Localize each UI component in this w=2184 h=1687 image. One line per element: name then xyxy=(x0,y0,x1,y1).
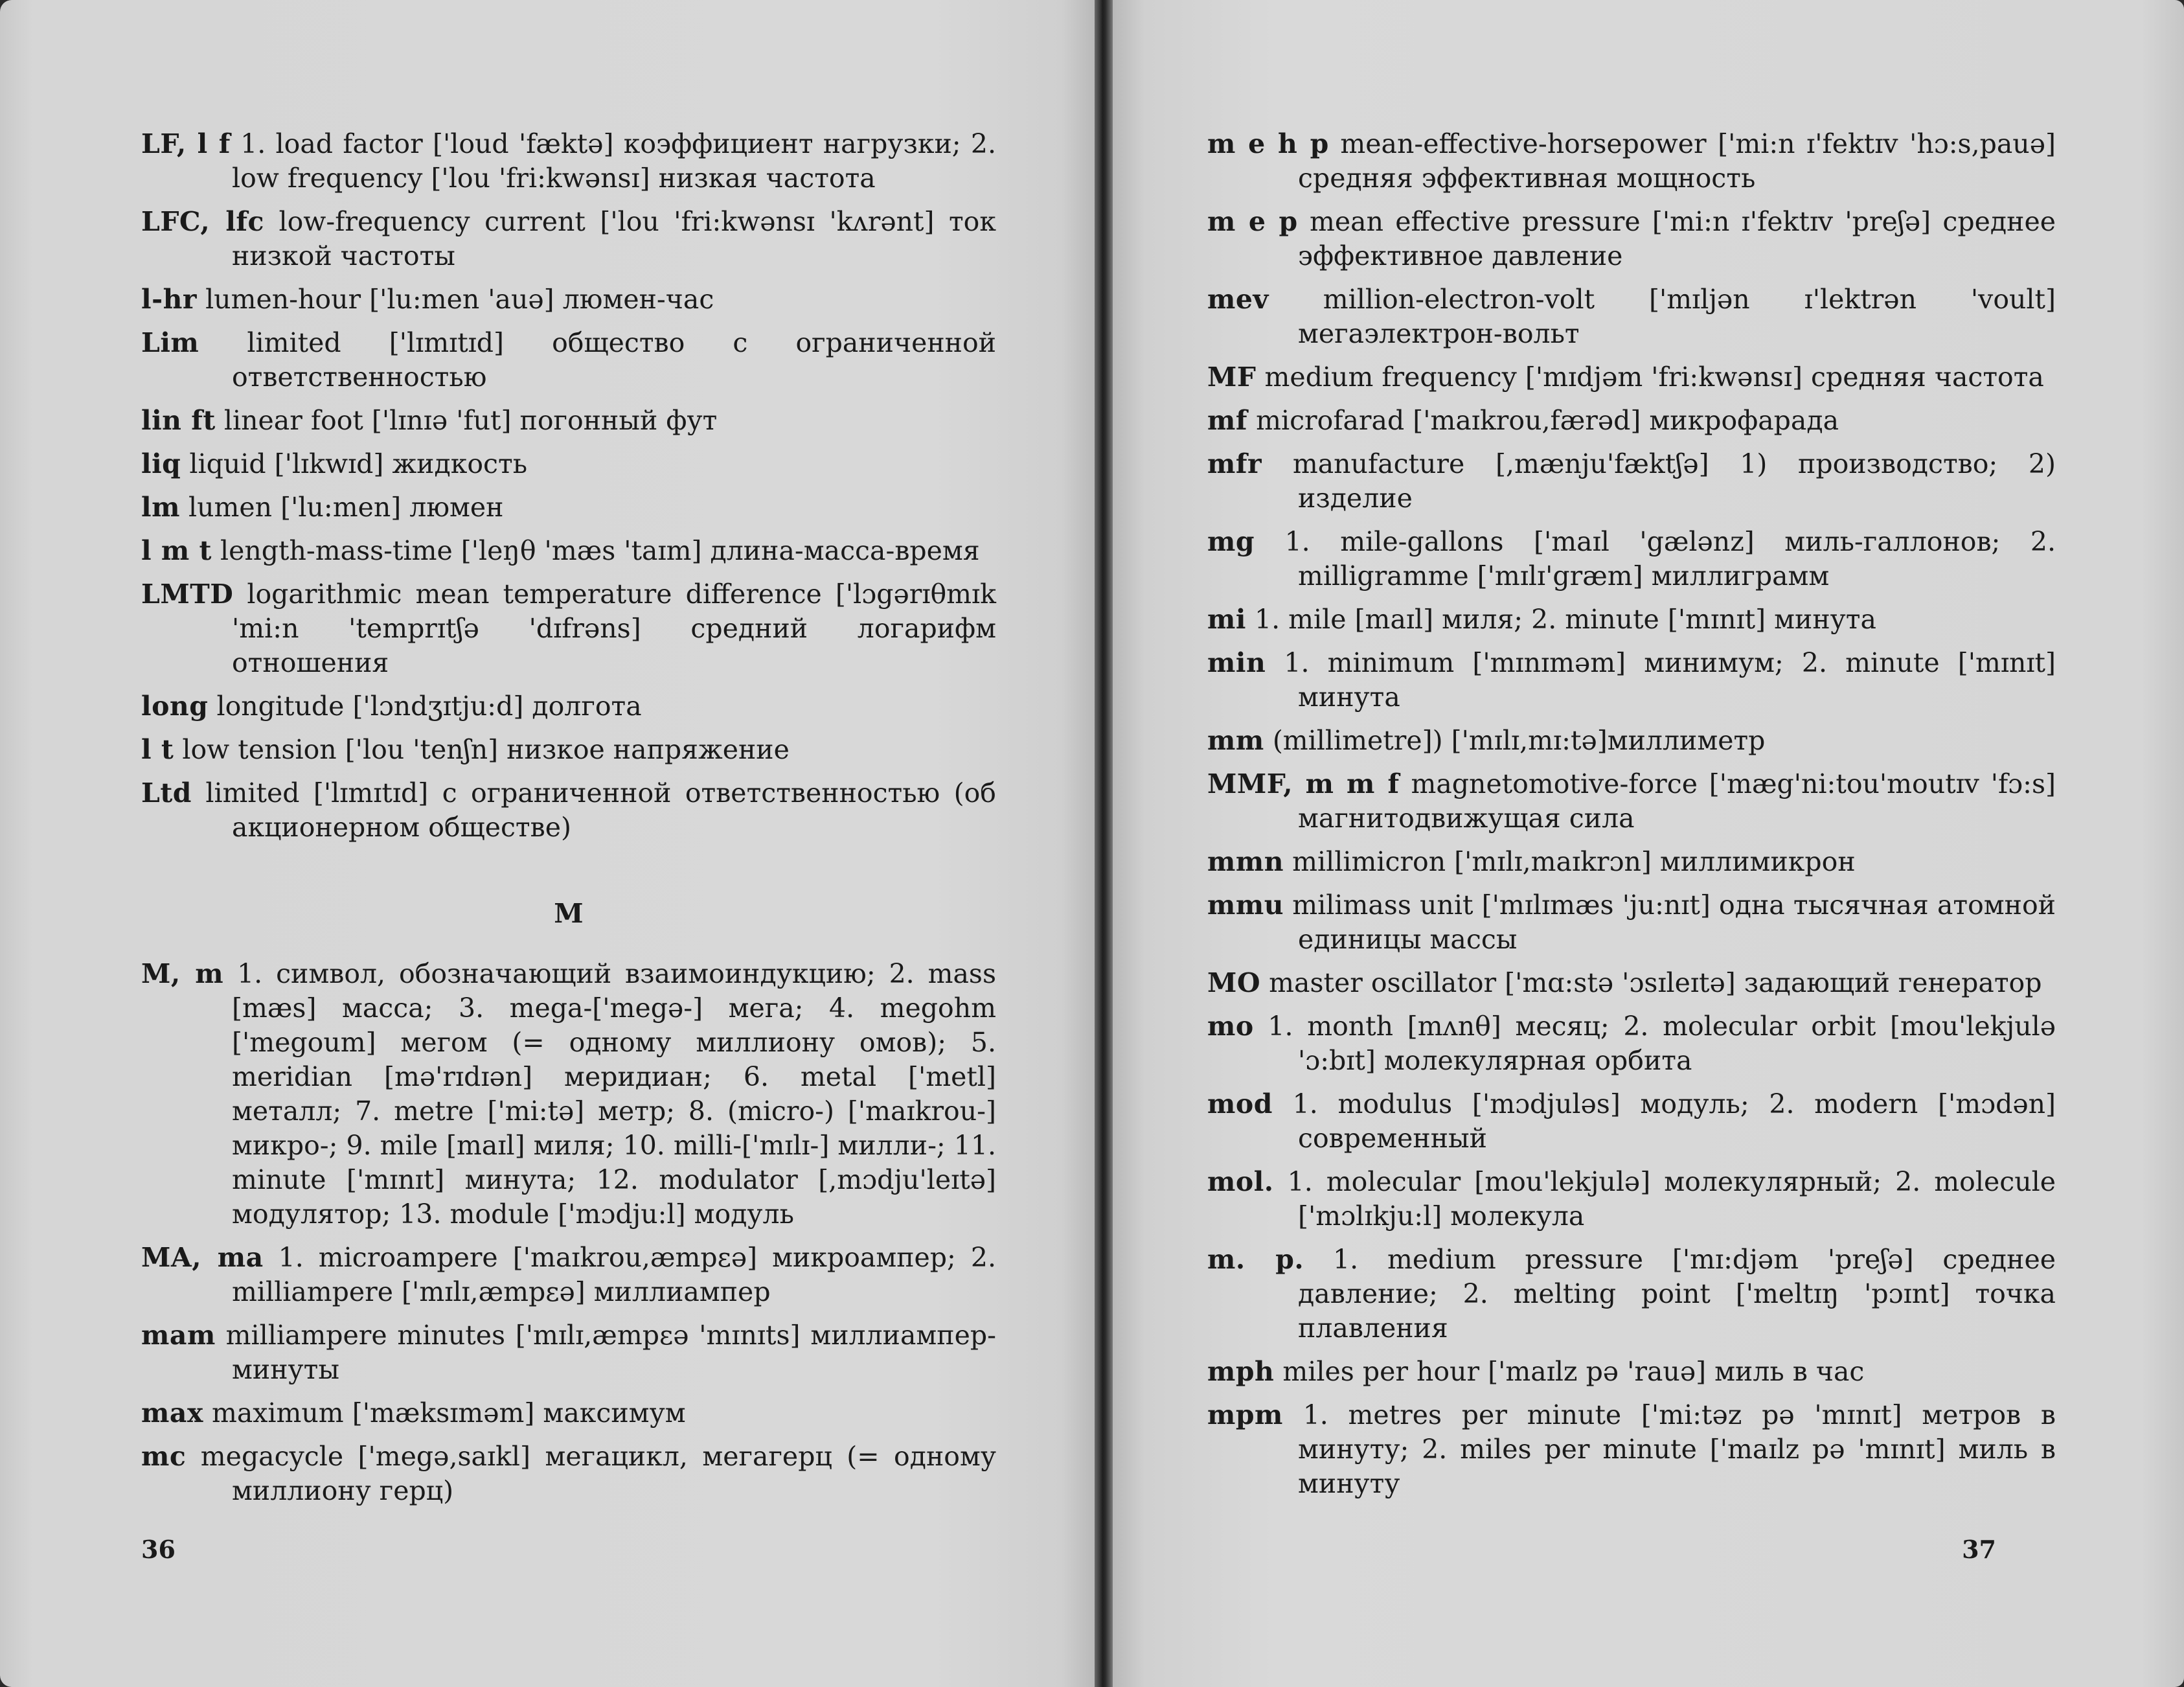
dictionary-entry xyxy=(1207,1165,2056,1234)
entry-term: mol. xyxy=(1207,1166,1274,1197)
entry-term: M, m xyxy=(141,958,224,989)
entry-definition: low tension ['lou 'tenʃn] низкое напряжение xyxy=(182,734,790,765)
right-page-column xyxy=(1207,127,2056,1510)
dictionary-entry xyxy=(1207,767,2056,836)
entry-definition: lumen ['lu:men] люмен xyxy=(188,492,504,523)
dictionary-entry xyxy=(1207,525,2056,593)
entry-term: m. p. xyxy=(1207,1244,1304,1275)
entry-term: mpm xyxy=(1207,1399,1283,1430)
book-spine xyxy=(1095,0,1113,1687)
entry-definition: 1. mile [maɪl] миля; 2. minute ['mɪnɪt] минута xyxy=(1255,604,1876,635)
entry-definition: longitude ['lɔndʒɪtju:d] долгота xyxy=(216,691,642,722)
dictionary-entry xyxy=(1207,447,2056,516)
entry-definition: 1. molecular [mou'lekjulə] молекулярный; 2. molecule ['mɔlɪkju:l] молекула xyxy=(1287,1166,2056,1232)
entry-term: mod xyxy=(1207,1088,1273,1119)
dictionary-entry xyxy=(1207,1243,2056,1346)
left-page-column xyxy=(141,127,996,1517)
entry-term: mmu xyxy=(1207,889,1284,921)
page-number: 36 xyxy=(141,1535,176,1564)
dictionary-entry xyxy=(141,1396,996,1430)
dictionary-entry xyxy=(1207,646,2056,715)
entry-term: min xyxy=(1207,647,1266,678)
dictionary-entry xyxy=(141,957,996,1232)
entry-definition: limited ['lɪmɪtɪd] общество с ограниченной ответственностью xyxy=(232,327,996,393)
entry-term: l m t xyxy=(141,535,212,566)
entry-term: m e p xyxy=(1207,206,1298,237)
dictionary-entry xyxy=(141,326,996,395)
dictionary-entry xyxy=(141,1440,996,1508)
entry-definition: millimicron ['mɪlɪ,maɪkrɔn] миллимикрон xyxy=(1292,846,1856,877)
entry-definition: 1. medium pressure ['mɪ:djəm 'preʃə] среднее давление; 2. melting point ['meltɪŋ 'pɔɪnt] точка плавления xyxy=(1298,1244,2056,1344)
entry-definition: miles per hour ['maɪlz pə 'rauə] миль в час xyxy=(1282,1356,1865,1387)
entry-term: lm xyxy=(141,492,180,523)
entry-definition: limited ['lɪmɪtɪd] с ограниченной ответственностью (об акционерном обществе) xyxy=(205,777,996,843)
dictionary-entry xyxy=(1207,404,2056,438)
dictionary-entry xyxy=(141,447,996,481)
entry-definition: 1. month [mʌnθ] месяц; 2. molecular orbit [mou'lekjulə 'ɔ:bɪt] молекулярная орбита xyxy=(1268,1011,2056,1076)
entry-definition: 1. microampere ['maɪkrou,æmpɛə] микроампер; 2. milliampere ['mɪlɪ,æmpɛə] миллиампер xyxy=(232,1242,996,1307)
dictionary-entry xyxy=(1207,888,2056,957)
entry-term: l t xyxy=(141,734,174,765)
entry-definition: megacycle ['megə,saɪkl] мегацикл, мегагерц (= одному миллиону герц) xyxy=(200,1441,996,1506)
entry-definition: mean-effective-horsepower ['mi:n ɪ'fektɪv 'hɔ:s,pauə] средняя эффективная мощность xyxy=(1298,128,2056,194)
entry-term: mph xyxy=(1207,1356,1275,1387)
dictionary-entry xyxy=(1207,1087,2056,1156)
dictionary-entry xyxy=(141,490,996,525)
entry-term: LF, l f xyxy=(141,128,231,159)
right-page xyxy=(1113,0,2184,1687)
entry-term: lin ft xyxy=(141,405,216,436)
entry-definition: manufacture [,mænju'fæktʃə] 1) производство; 2) изделие xyxy=(1292,448,2056,514)
dictionary-entry xyxy=(141,205,996,273)
entry-term: Ltd xyxy=(141,777,192,809)
dictionary-entry xyxy=(141,577,996,680)
dictionary-entry xyxy=(1207,282,2056,351)
entry-term: MO xyxy=(1207,967,1261,998)
entry-term: LMTD xyxy=(141,579,234,610)
entry-term: liq xyxy=(141,448,181,479)
entry-definition: 1. символ, обозначающий взаимоиндукцию; 2. mass [mæs] масса; 3. mega-['megə-] мега; 4. megohm ['megoum] мегом (= одному миллиону омов); 5. meridian [mə'rɪdɪən] меридиан; 6. metal ['metl] металл; 7. metre ['mi:tə] метр; 8. (micro-) ['maɪkrou-] микро-; 9. mile [maɪl] миля; 10. milli-['mɪlɪ-] милли-; 11. minute ['mɪnɪt] минута; 12. modulator [,mɔdju'leɪtə] модулятор; 13. module ['mɔdju:l] модуль xyxy=(232,958,996,1230)
entry-definition: medium frequency ['mɪdjəm 'fri:kwənsɪ] средняя частота xyxy=(1264,362,2044,393)
dictionary-entry xyxy=(1207,360,2056,395)
entry-definition: (millimetre]) ['mɪlɪ,mɪ:tə]миллиметр xyxy=(1272,725,1766,756)
entry-definition: logarithmic mean temperature difference ['lɔgərɪθmɪk 'mi:n 'temprɪtʃə 'dɪfrəns] средний логарифм отношения xyxy=(232,579,996,678)
dictionary-entry xyxy=(1207,205,2056,273)
dictionary-entry xyxy=(141,689,996,724)
dictionary-entry xyxy=(1207,127,2056,196)
entry-term: Lim xyxy=(141,327,199,358)
dictionary-entry xyxy=(141,1241,996,1309)
entry-term: mmn xyxy=(1207,846,1284,877)
entry-term: max xyxy=(141,1397,203,1429)
entry-term: MA, ma xyxy=(141,1242,264,1273)
dictionary-entry xyxy=(141,127,996,196)
dictionary-entry xyxy=(1207,1398,2056,1501)
entry-term: mfr xyxy=(1207,448,1262,479)
entry-definition: mean effective pressure ['mi:n ɪ'fektɪv 'preʃə] среднее эффективное давление xyxy=(1298,206,2056,271)
entry-definition: liquid ['lɪkwɪd] жидкость xyxy=(189,448,528,479)
entry-term: mam xyxy=(141,1320,216,1351)
entry-definition: 1. minimum ['mɪnɪməm] минимум; 2. minute ['mɪnɪt] минута xyxy=(1284,647,2056,713)
page-number: 37 xyxy=(1962,1535,1996,1564)
entry-term: mev xyxy=(1207,284,1269,315)
entry-term: MMF, m m f xyxy=(1207,768,1400,799)
entry-definition: 1. modulus ['mɔdjuləs] модуль; 2. modern ['mɔdən] современный xyxy=(1292,1088,2056,1154)
entry-term: mf xyxy=(1207,405,1248,436)
entry-term: LFC, lfc xyxy=(141,206,265,237)
entry-definition: length-mass-time ['leŋθ 'mæs 'taɪm] длина-масса-время xyxy=(220,535,980,566)
entry-definition: microfarad ['maɪkrou,færəd] микрофарада xyxy=(1256,405,1839,436)
entry-definition: master oscillator ['mɑ:stə 'ɔsɪleɪtə] задающий генератор xyxy=(1269,967,2042,998)
entry-definition: low-frequency current ['lou 'fri:kwənsɪ 'kʌrənt] ток низкой частоты xyxy=(232,206,996,271)
dictionary-entry xyxy=(141,282,996,317)
entry-term: mg xyxy=(1207,526,1255,557)
dictionary-entry xyxy=(1207,724,2056,758)
dictionary-entry xyxy=(141,1318,996,1387)
entry-definition: lumen-hour ['lu:men 'auə] люмен-час xyxy=(205,284,714,315)
dictionary-entry xyxy=(1207,602,2056,637)
entry-term: mm xyxy=(1207,725,1264,756)
entry-definition: 1. mile-gallons ['maɪl 'gælənz] миль-галлонов; 2. milligramme ['mɪlɪ'græm] миллиграмм xyxy=(1284,526,2056,591)
entry-term: m e h p xyxy=(1207,128,1329,159)
entry-term: MF xyxy=(1207,362,1257,393)
dictionary-entry xyxy=(1207,1355,2056,1389)
entry-definition: million-electron-volt ['mɪljən ɪ'lektrən 'voult] мегаэлектрон-вольт xyxy=(1298,284,2056,349)
entry-definition: maximum ['mæksɪməm] максимум xyxy=(211,1397,686,1429)
dictionary-entry xyxy=(1207,1009,2056,1078)
entry-definition: linear foot ['lɪnɪə 'fut] погонный фут xyxy=(223,405,718,436)
dictionary-entry xyxy=(141,733,996,767)
dictionary-entry xyxy=(141,534,996,568)
section-letter-heading: M xyxy=(554,898,584,929)
entry-definition: 1. load factor ['loud 'fæktə] коэффициент нагрузки; 2. low frequency ['lou 'fri:kwənsɪ] низкая частота xyxy=(232,128,996,194)
dictionary-entry xyxy=(1207,845,2056,879)
entry-term: mi xyxy=(1207,604,1246,635)
dictionary-entry xyxy=(141,404,996,438)
entry-term: l-hr xyxy=(141,284,198,315)
entry-definition: magnetomotive-force ['mæg'ni:tou'moutɪv 'fɔ:s] магнитодвижущая сила xyxy=(1298,768,2056,834)
entry-definition: 1. metres per minute ['mi:təz pə 'mɪnɪt] метров в минуту; 2. miles per minute ['maɪlz pə 'mɪnɪt] миль в минуту xyxy=(1298,1399,2056,1499)
dictionary-entry xyxy=(1207,966,2056,1000)
entry-term: mo xyxy=(1207,1011,1254,1042)
dictionary-entry xyxy=(141,776,996,845)
entry-term: long xyxy=(141,691,209,722)
entry-definition: milliampere minutes ['mɪlɪ,æmpɛə 'mɪnɪts] миллиампер-минуты xyxy=(225,1320,996,1385)
entry-term: mc xyxy=(141,1441,187,1472)
entry-definition: milimass unit ['mɪlɪmæs 'ju:nɪt] одна тысячная атомной единицы массы xyxy=(1292,889,2056,955)
